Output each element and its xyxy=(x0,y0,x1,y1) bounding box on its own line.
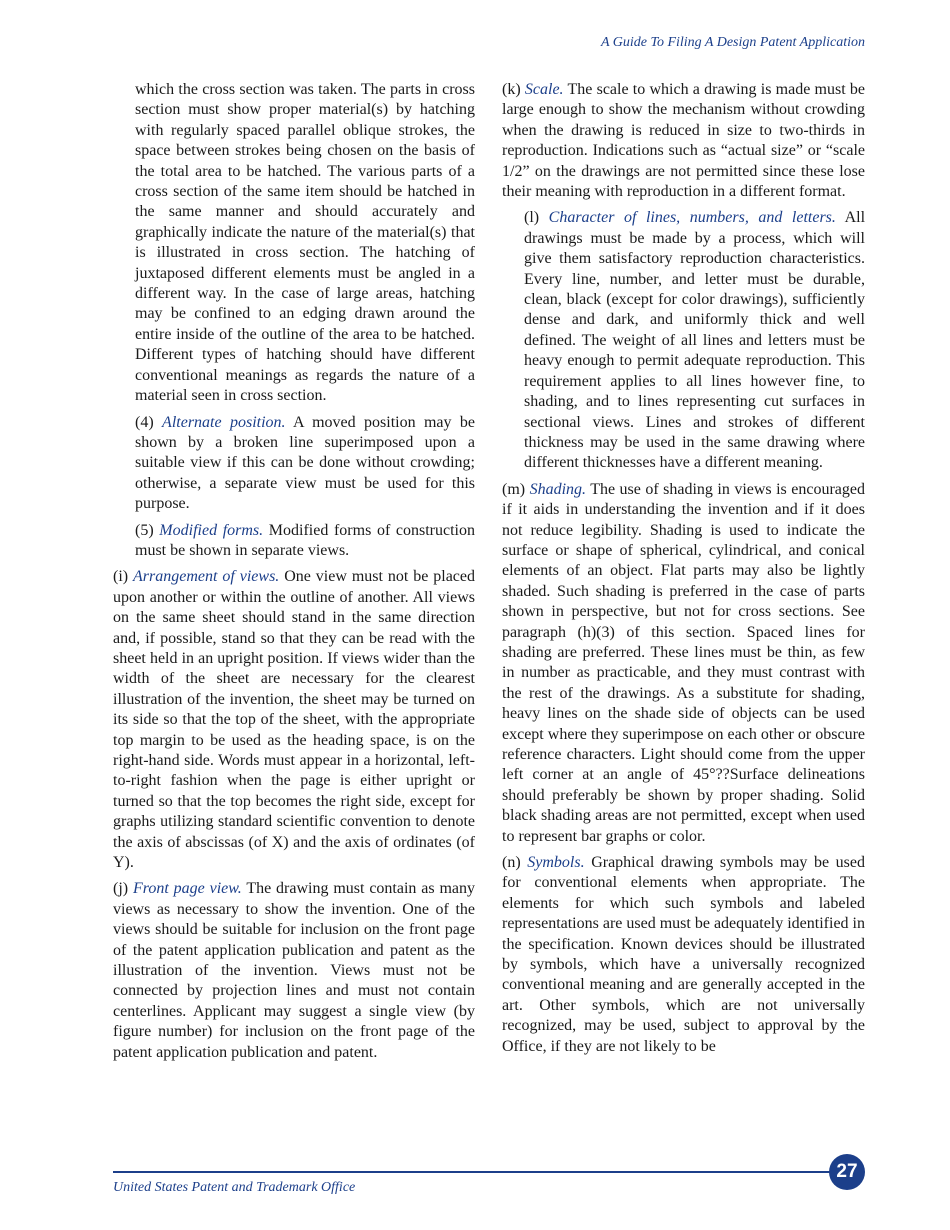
paragraph-text: The use of shading in views is encouraged if it aids in understanding the invention and if it does not reduce legibility. Shading is used to indicate the surface or shape of spherical, cylindrical, and conical elements of an object. Flat parts may also be lightly shaded. Such shading is preferred in the case of parts shown in perspective, but not for cross sections. See paragraph (h)(3) of this section. Spaced lines for shading are preferred. These lines must be thin, as few in number as practicable, and they must contrast with the rest of the drawings. As a substitute for shading, heavy lines on the shade side of objects can be used except where they superimpose on each other or obscure reference characters. Light should come from the upper left corner at an angle of 45°??Surface delineations should preferably be shown by proper shading. Solid black shading areas are not permitted, except when used to represent bar graphs or color. xyxy=(502,480,865,845)
paragraph-term: Shading. xyxy=(529,480,587,498)
paragraph-text: Graphical drawing symbols may be used for conventional elements when appropriate. The elements for which such symbols and labeled representations are used must be adequately identified in the specification. Known devices should be illustrated by symbols, which have a universally recognized conventional meaning and are generally accepted in the art. Other symbols, which are not universally recognized, may be used, subject to approval by the Office, if they are not likely to be xyxy=(502,854,866,1055)
paragraph-label: (l) xyxy=(524,209,549,227)
paragraph-text: All drawings must be made by a process, which will give them satisfactory reproduction characteristics. Every line, number, and letter must be durable, clean, black (except for color drawings), sufficiently dense and dark, and uniformly thick and well defined. The weight of all lines and letters must be heavy enough to permit adequate reproduction. This requirement applies to all lines however fine, to shading, and to lines representing cut surfaces in sectional views. Lines and strokes of different thickness may be used in the same drawing where different thicknesses have a different meaning. xyxy=(524,209,866,472)
paragraph-label: (i) xyxy=(113,568,134,586)
paragraph-label: (n) xyxy=(502,854,528,872)
front-page-view-paragraph xyxy=(113,879,475,1063)
running-header: A Guide To Filing A Design Patent Application xyxy=(600,35,865,50)
left-column xyxy=(113,80,475,1069)
right-column xyxy=(502,80,865,1063)
paragraph-term: Alternate position. xyxy=(162,413,286,431)
paragraph-text: which the cross section was taken. The parts in cross section must show proper material(s) by hatching with regularly spaced parallel oblique strokes, the space between strokes being chosen on the basis of the total area to be hatched. The various parts of a cross section of the same item should be hatched in the same manner and should accurately and graphically indicate the nature of the material(s) that is illustrated in cross section. The hatching of juxtaposed different elements must be angled in a different way. In the case of large areas, hatching may be confined to an edging drawn around the entire inside of the outline of the area to be hatched. Different types of hatching should have different conventional meanings as regards the nature of a material seen in cross section. xyxy=(135,81,475,405)
paragraph-term: Front page view. xyxy=(132,880,242,898)
paragraph-text: Modified forms of construction must be shown in separate views. xyxy=(135,521,476,559)
alternate-position-paragraph xyxy=(135,413,475,515)
paragraph-text: The scale to which a drawing is made must be large enough to show the mechanism without crowding when the drawing is reduced in size to two-thirds in reproduction. Indications such as “actual size” or “scale 1/2” on the drawings are not permitted since these lose their meaning with reproduction in a different format. xyxy=(502,81,865,201)
arrangement-of-views-paragraph xyxy=(113,567,475,873)
shading-paragraph xyxy=(502,480,865,847)
paragraph-text: A moved position may be shown by a broken line superimposed upon a suitable view if this can be done without crowding; otherwise, a separate view must be used for this purpose. xyxy=(135,413,476,513)
footer-rule xyxy=(113,1171,843,1173)
paragraph-term: Symbols. xyxy=(527,854,585,872)
paragraph-label: (5) xyxy=(135,521,160,539)
paragraph-term: Scale. xyxy=(524,81,564,98)
modified-forms-paragraph xyxy=(135,521,475,562)
paragraph-text: The drawing must contain as many views as necessary to show the invention. One of the views should be suitable for inclusion on the front page of the patent application publication and patent as the illustration of the invention. Views must not be connected by projection lines and must not contain centerlines. Applicant may suggest a single view (by figure number) for inclusion on the front page of the patent application publication and patent. xyxy=(113,880,475,1061)
cross-section-paragraph xyxy=(135,80,475,407)
paragraph-term: Modified forms. xyxy=(159,521,264,539)
paragraph-label: (4) xyxy=(135,413,163,431)
paragraph-term: Character of lines, numbers, and letters. xyxy=(548,209,836,227)
paragraph-label: (k) xyxy=(502,81,525,98)
character-of-lines-paragraph xyxy=(524,208,865,473)
scale-paragraph xyxy=(502,80,865,202)
symbols-paragraph xyxy=(502,853,865,1057)
page-number-badge: 27 xyxy=(829,1154,865,1190)
paragraph-label: (m) xyxy=(502,480,530,498)
paragraph-text: One view must not be placed upon another or within the outline of another. All views on the same sheet should stand in the same direction and, if possible, stand so that they can be read with the sheet held in an upright position. If views wider than the width of the sheet are necessary for the clearest illustration of the invention, the sheet may be turned on its side so that the top of the sheet, with the appropriate top margin to be used as the heading space, is on the right-hand side. Words must appear in a horizontal, left-to-right fashion when the page is either upright or turned so that the top becomes the right side, except for graphs utilizing standard scientific convention to denote the axis of abscissas (of X) and the axis of ordinates (of Y). xyxy=(113,568,475,872)
footer-organization: United States Patent and Trademark Office xyxy=(113,1180,356,1195)
paragraph-label: (j) xyxy=(113,880,133,898)
paragraph-term: Arrangement of views. xyxy=(133,568,280,586)
